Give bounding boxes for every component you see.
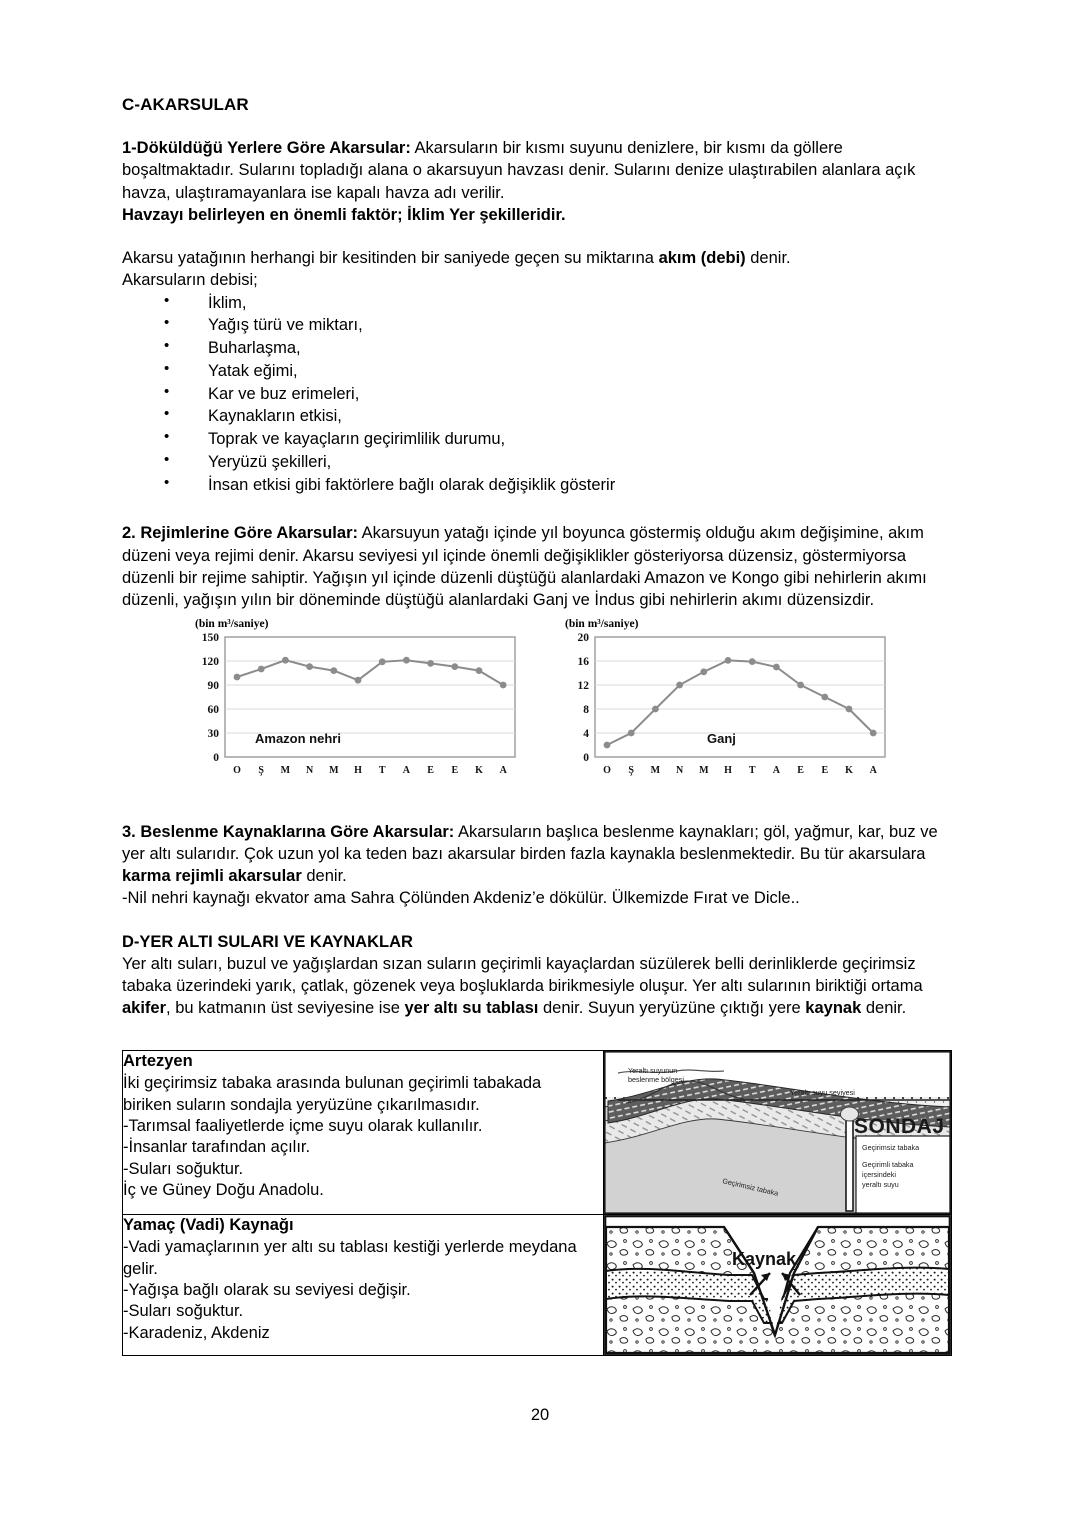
section-d-body-b: , bu katmanın üst seviyesine ise <box>166 999 405 1018</box>
section-d-term-kaynak: kaynak <box>805 999 862 1018</box>
artesian-well-diagram <box>604 1051 951 1214</box>
yamac-kaynagi-line: gelir. <box>123 1259 158 1278</box>
yamac-kaynagi-line: -Vadi yamaçlarının yer altı su tablası kestiği yerlerde meydana <box>123 1238 577 1257</box>
list-item: • Yatak eğimi, <box>164 360 958 383</box>
chart-amazon <box>177 618 529 791</box>
svg-text:Amazon nehri: Amazon nehri <box>255 730 341 746</box>
svg-text:A: A <box>772 764 781 776</box>
yamac-kaynagi-line: -Karadeniz, Akdeniz <box>123 1323 270 1342</box>
svg-text:30: 30 <box>207 727 219 740</box>
svg-text:0: 0 <box>213 751 219 764</box>
svg-text:K: K <box>845 764 853 776</box>
svg-text:E: E <box>427 764 434 776</box>
debi-line1-post: denir. <box>745 249 791 268</box>
svg-text:M: M <box>699 764 709 776</box>
page-number: 20 <box>530 1406 550 1424</box>
valley-spring-svg <box>604 1215 951 1355</box>
artezyen-line: -İnsanlar tarafından açılır. <box>123 1138 311 1157</box>
svg-text:20: 20 <box>577 631 589 644</box>
debi-term: akım (debi) <box>658 249 746 268</box>
yamac-kaynagi-line: -Suları soğuktur. <box>123 1302 244 1321</box>
chart-amazon-ylabel: (bin m³/saniye) <box>195 617 269 630</box>
svg-text:A: A <box>869 764 877 776</box>
artezyen-line: İç ve Güney Doğu Anadolu. <box>123 1181 324 1200</box>
list-item: • Kaynakların etkisi, <box>164 405 958 428</box>
section-d-heading <box>122 931 958 953</box>
svg-text:A: A <box>402 764 411 776</box>
svg-text:M: M <box>280 764 291 776</box>
svg-text:H: H <box>354 764 362 776</box>
label-impermeable-lower: Geçirimsiz tabaka <box>721 1175 780 1198</box>
section-d-term-su-tablasi: yer altı su tablası <box>404 999 539 1018</box>
artezyen-line: biriken suların sondajla yeryüzüne çıkarılmasıdır. <box>123 1095 480 1114</box>
list-item: • Yağış türü ve miktarı, <box>164 314 958 337</box>
list-item: • Kar ve buz erimeleri, <box>164 383 958 406</box>
section-2-lead: 2. Rejimlerine Göre Akarsular: <box>122 524 358 543</box>
svg-text:12: 12 <box>577 679 589 692</box>
debi-factor-list <box>122 292 958 497</box>
section-3-paragraph <box>122 821 958 910</box>
svg-text:90: 90 <box>207 679 219 692</box>
page-title: C-AKARSULAR <box>122 95 249 114</box>
artezyen-figure-cell <box>604 1050 952 1214</box>
section-3-body-b: denir. <box>301 867 347 886</box>
svg-text:8: 8 <box>583 703 589 716</box>
svg-text:16: 16 <box>577 655 589 668</box>
section-d-body-d: denir. <box>861 999 907 1018</box>
label-impermeable-right: Geçirimsiz tabaka <box>862 1142 920 1152</box>
debi-paragraph <box>122 247 958 292</box>
svg-text:E: E <box>797 764 804 776</box>
list-item: • İklim, <box>164 292 958 315</box>
svg-text:N: N <box>305 764 314 776</box>
svg-text:A: A <box>499 764 507 776</box>
section-d-term-akifer: akifer <box>122 999 167 1018</box>
label-kaynak: Kaynak <box>732 1248 797 1269</box>
yamac-kaynagi-title: Yamaç (Vadi) Kaynağı <box>123 1215 294 1234</box>
section-1-lead: 1-Döküldüğü Yerlere Göre Akarsular: <box>122 139 411 157</box>
debi-line2: Akarsuların debisi; <box>122 271 258 290</box>
artesian-well-svg <box>604 1051 951 1214</box>
section-d-paragraph <box>122 953 958 1020</box>
section-d-body-a: Yer altı suları, buzul ve yağışlardan sızan suların geçirimli kayaçlardan süzülerek belli derinliklerde geçirimsiz tabaka üzerindeki yarık, çatlak, gözenek veya boşluklarda birikmesiyle oluşur. Yer altı sularının biriktiği ortama <box>122 954 923 996</box>
section-d-body-c: denir. Suyun yeryüzüne çıktığı yere <box>538 999 806 1018</box>
svg-text:O: O <box>603 764 611 776</box>
yamac-kaynagi-figure-cell <box>604 1214 952 1355</box>
section-3-term: karma rejimli akarsular <box>122 867 302 886</box>
section-2-paragraph <box>122 522 958 611</box>
yamac-kaynagi-line: -Yağışa bağlı olarak su seviyesi değişir. <box>123 1280 411 1299</box>
list-item: • Yeryüzü şekilleri, <box>164 451 958 474</box>
label-water-level: Yeraltı suyu seviyesi <box>790 1087 855 1097</box>
svg-text:120: 120 <box>201 655 219 668</box>
svg-text:Ganj: Ganj <box>707 730 736 746</box>
svg-text:60: 60 <box>207 703 219 716</box>
chart-amazon-svg <box>177 631 529 791</box>
section-1-paragraph <box>122 137 958 226</box>
label-recharge-line2: beslenme bölgesi <box>628 1074 684 1084</box>
list-item: • İnsan etkisi gibi faktörlere bağlı olarak değişiklik gösterir <box>164 474 958 497</box>
chart-ganj-svg <box>547 631 899 791</box>
svg-text:M: M <box>650 764 661 776</box>
list-item: • Buharlaşma, <box>164 337 958 360</box>
section-1-body: Akarsuların bir kısmı suyunu denizlere, bir kısmı da göllere boşaltmaktadır. Sularını topladığı alana o akarsuyun havzası denir. Sularını denize ulaştırabilen alanlara açık havza, ulaştıramayanlara ise kapalı havza adı verilir. <box>122 139 916 202</box>
chart-ganj <box>547 618 899 791</box>
section-d-heading-text: D-YER ALTI SULARI VE KAYNAKLAR <box>122 932 413 951</box>
label-permeable-line3: yeraltı suyu <box>862 1179 899 1189</box>
svg-text:M: M <box>329 764 339 776</box>
section-1-bold-note: Havzayı belirleyen en önemli faktör; İklim Yer şekilleridir. <box>122 205 566 224</box>
yamac-kaynagi-text-cell <box>123 1214 604 1355</box>
artezyen-line: -Suları soğuktur. <box>123 1159 244 1178</box>
svg-text:O: O <box>233 764 241 776</box>
svg-text:N: N <box>675 764 684 776</box>
svg-text:E: E <box>821 764 829 776</box>
section-2-body: Akarsuyun yatağı içinde yıl boyunca göstermiş olduğu akım değişimine, akım düzeni veya rejimi denir. Akarsu seviyesi yıl içinde önemli değişiklikler gösteriyorsa düzensiz, göstermiyorsa düzenli bir rejime sahiptir. Yağışın yıl içinde düzenli düştüğü alanlardaki Amazon ve Kongo gibi nehirlerin akımı düzenli, yağışın yılın bir döneminde düştüğü alanlardaki Ganj ve İndus gibi nehirlerin akımı düzensizdir. <box>122 524 927 610</box>
chart-ganj-ylabel: (bin m³/saniye) <box>565 617 639 630</box>
artezyen-text-cell <box>123 1050 604 1214</box>
debi-line1-pre: Akarsu yatağının herhangi bir kesitinden bir saniyede geçen su miktarına <box>122 249 659 268</box>
valley-spring-diagram <box>604 1215 951 1355</box>
label-permeable-line1: Geçirimli tabaka <box>862 1159 914 1169</box>
svg-text:T: T <box>748 764 756 776</box>
svg-text:Ş: Ş <box>628 764 634 776</box>
svg-text:H: H <box>724 764 732 776</box>
artezyen-title: Artezyen <box>123 1051 193 1070</box>
svg-text:4: 4 <box>583 727 589 740</box>
page-content <box>122 95 958 1356</box>
section-3-body-a: Akarsuların başlıca beslenme kaynakları; göl, yağmur, kar, buz ve yer altı sularıdır. Çok uzun yol ka teden bazı akarsular birden fazla kaynakla beslenmektedir. Bu tür akarsulara <box>122 822 938 863</box>
artezyen-line: İki geçirimsiz tabaka arasında bulunan geçirimli tabakada <box>123 1074 542 1093</box>
label-permeable-line2: içersindeki <box>862 1169 896 1179</box>
list-item: • Toprak ve kayaçların geçirimlilik durumu, <box>164 428 958 451</box>
section-3-extra: -Nil nehri kaynağı ekvator ama Sahra Çölünden Akdeniz’e dökülür. Ülkemizde Fırat ve Dicle.. <box>122 889 800 908</box>
table-row <box>123 1214 952 1355</box>
section-3-lead: 3. Beslenme Kaynaklarına Göre Akarsular: <box>122 822 455 841</box>
svg-text:Ş: Ş <box>258 764 264 776</box>
table-row <box>123 1050 952 1214</box>
river-regime-charts <box>122 618 958 800</box>
svg-text:150: 150 <box>201 631 219 644</box>
svg-text:E: E <box>451 764 459 776</box>
svg-text:T: T <box>378 764 386 776</box>
label-recharge-line1: Yeraltı suyunun <box>628 1065 678 1075</box>
artezyen-line: -Tarımsal faaliyetlerde içme suyu olarak kullanılır. <box>123 1116 483 1135</box>
label-sondaj: SONDAJ <box>854 1114 945 1138</box>
groundwater-sources-table <box>122 1050 952 1356</box>
svg-text:0: 0 <box>583 751 589 764</box>
svg-text:K: K <box>475 764 483 776</box>
